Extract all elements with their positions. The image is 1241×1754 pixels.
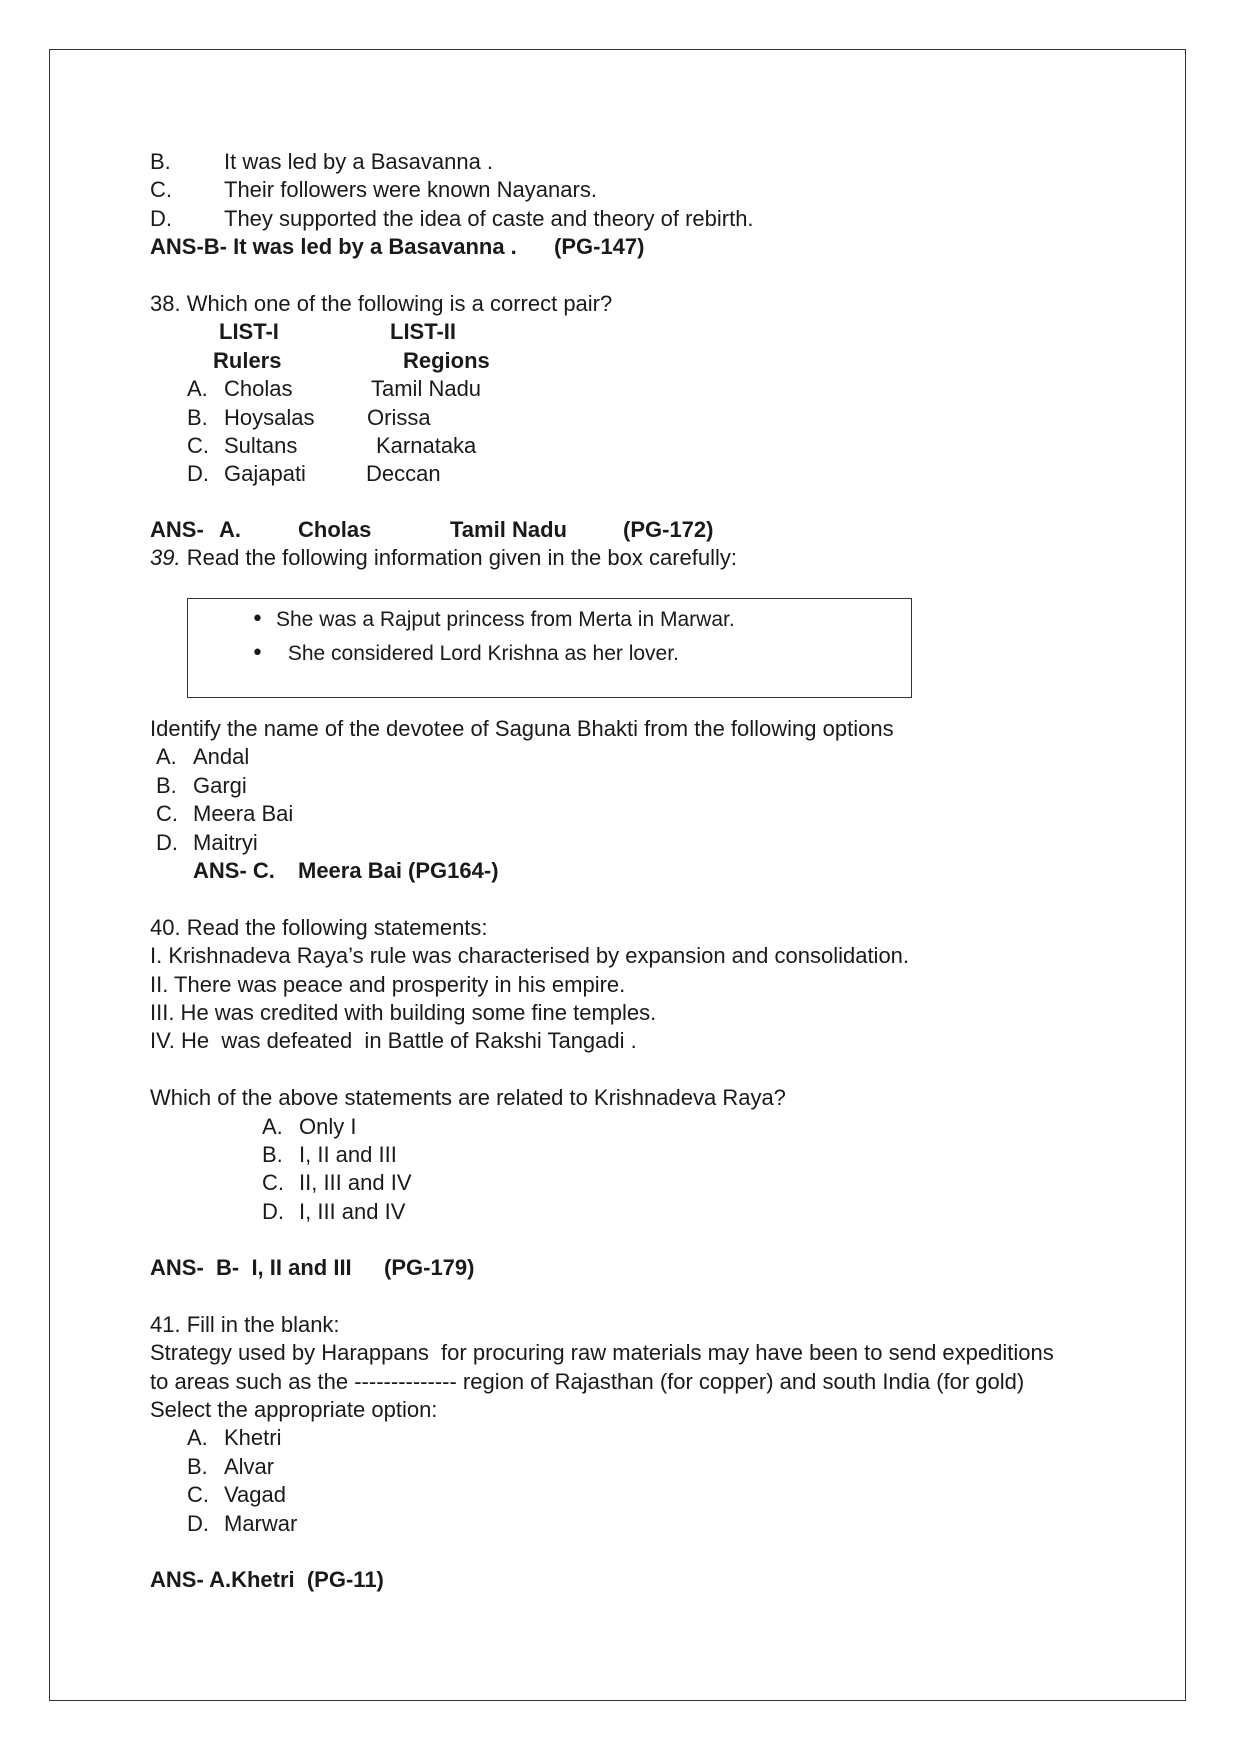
q38-pair-d-ruler: Gajapati bbox=[224, 461, 306, 486]
q39-option-d-letter: D. bbox=[156, 830, 178, 855]
q40-statement-1: I. Krishnadeva Raya’s rule was characterised by expansion and consolidation. bbox=[150, 943, 910, 968]
q39-option-c-letter: C. bbox=[156, 801, 178, 826]
q41-option-c-text: Vagad bbox=[224, 1482, 286, 1507]
q38-list2-header: LIST-II bbox=[390, 319, 456, 344]
q38-pair-c-ruler: Sultans bbox=[224, 433, 298, 458]
q38-pair-a-letter: A. bbox=[187, 376, 208, 401]
q40-answer-label: ANS- B- I, II and III bbox=[150, 1255, 352, 1280]
q37-answer-label: ANS-B- It was led by a Basavanna . bbox=[150, 234, 517, 259]
q41-text-line-2: to areas such as the -------------- region of Rajasthan (for copper) and south India (for gold) bbox=[150, 1369, 1025, 1394]
q38-pair-d-region: Deccan bbox=[366, 461, 441, 486]
q38-pair-b-region: Orissa bbox=[367, 405, 431, 430]
q39-answer-text: Meera Bai (PG164-) bbox=[298, 858, 499, 883]
info-box-item-1: She was a Rajput princess from Merta in Marwar. bbox=[276, 608, 735, 631]
q39-option-d-text: Maitryi bbox=[193, 830, 258, 855]
q40-option-d-letter: D. bbox=[262, 1199, 284, 1224]
q40-answer-page: (PG-179) bbox=[384, 1255, 475, 1280]
q40-question: 40. Read the following statements: bbox=[150, 915, 488, 940]
q38-col2-header: Regions bbox=[403, 348, 490, 373]
q38-list1-header: LIST-I bbox=[219, 319, 279, 344]
bullet-icon: • bbox=[251, 607, 264, 632]
q41-option-a-letter: A. bbox=[187, 1425, 208, 1450]
q39-option-b-text: Gargi bbox=[193, 773, 247, 798]
q41-question: 41. Fill in the blank: bbox=[150, 1312, 340, 1337]
q41-option-a-text: Khetri bbox=[224, 1425, 282, 1450]
q37-option-b-text: It was led by a Basavanna . bbox=[224, 149, 494, 174]
q39-option-a-letter: A. bbox=[156, 744, 177, 769]
q38-pair-d-letter: D. bbox=[187, 461, 209, 486]
q39-question bbox=[150, 544, 737, 572]
q40-option-b-text: I, II and III bbox=[299, 1142, 397, 1167]
q37-answer-page: (PG-147) bbox=[554, 234, 645, 259]
q38-pair-b-ruler: Hoysalas bbox=[224, 405, 315, 430]
q38-pair-a-ruler: Cholas bbox=[224, 376, 293, 401]
q40-option-c-text: II, III and IV bbox=[299, 1170, 412, 1195]
q38-col1-header: Rulers bbox=[213, 348, 282, 373]
q38-answer-letter: A. bbox=[219, 517, 241, 542]
q37-option-d-letter: D. bbox=[150, 206, 172, 231]
q40-prompt: Which of the above statements are related to Krishnadeva Raya? bbox=[150, 1085, 786, 1110]
bullet-icon: • bbox=[251, 641, 264, 666]
q41-answer-label: ANS- A.Khetri (PG-11) bbox=[150, 1567, 384, 1592]
q40-option-d-text: I, III and IV bbox=[299, 1199, 406, 1224]
q39-prompt: Identify the name of the devotee of Saguna Bhakti from the following options bbox=[150, 716, 894, 741]
q38-answer-prefix: ANS- bbox=[150, 517, 204, 542]
q41-option-b-text: Alvar bbox=[224, 1454, 275, 1479]
info-box-item-2: She considered Lord Krishna as her lover. bbox=[282, 642, 679, 665]
q39-option-b-letter: B. bbox=[156, 773, 177, 798]
q39-option-a-text: Andal bbox=[193, 744, 250, 769]
q40-option-a-letter: A. bbox=[262, 1114, 283, 1139]
q41-option-c-letter: C. bbox=[187, 1482, 209, 1507]
q38-answer-region: Tamil Nadu bbox=[450, 517, 567, 542]
q40-option-b-letter: B. bbox=[262, 1142, 283, 1167]
q38-pair-a-region: Tamil Nadu bbox=[371, 376, 482, 401]
q40-statement-3: III. He was credited with building some fine temples. bbox=[150, 1000, 657, 1025]
q38-question: 38. Which one of the following is a correct pair? bbox=[150, 291, 613, 316]
q40-statement-2: II. There was peace and prosperity in his empire. bbox=[150, 972, 626, 997]
q41-option-d-text: Marwar bbox=[224, 1511, 298, 1536]
q38-pair-c-region: Karnataka bbox=[376, 433, 477, 458]
q39-question-text: Read the following information given in the box carefully: bbox=[180, 545, 738, 570]
q37-option-c-text: Their followers were known Nayanars. bbox=[224, 177, 597, 202]
q38-answer-ruler: Cholas bbox=[298, 517, 372, 542]
q40-statement-4: IV. He was defeated in Battle of Rakshi Tangadi . bbox=[150, 1028, 637, 1053]
q39-number: 39. bbox=[150, 545, 181, 570]
q41-text-line-3: Select the appropriate option: bbox=[150, 1397, 438, 1422]
q38-pair-c-letter: C. bbox=[187, 433, 209, 458]
q37-option-d-text: They supported the idea of caste and theory of rebirth. bbox=[224, 206, 754, 231]
q38-answer-page: (PG-172) bbox=[623, 517, 714, 542]
q41-text-line-1: Strategy used by Harappans for procuring raw materials may have been to send expeditions bbox=[150, 1340, 1054, 1365]
q38-pair-b-letter: B. bbox=[187, 405, 208, 430]
q39-answer-label: ANS- C. bbox=[193, 858, 275, 883]
q40-option-a-text: Only I bbox=[299, 1114, 357, 1139]
q40-option-c-letter: C. bbox=[262, 1170, 284, 1195]
q37-option-c-letter: C. bbox=[150, 177, 172, 202]
q37-option-b-letter: B. bbox=[150, 149, 171, 174]
q39-option-c-text: Meera Bai bbox=[193, 801, 294, 826]
q41-option-b-letter: B. bbox=[187, 1454, 208, 1479]
q41-option-d-letter: D. bbox=[187, 1511, 209, 1536]
